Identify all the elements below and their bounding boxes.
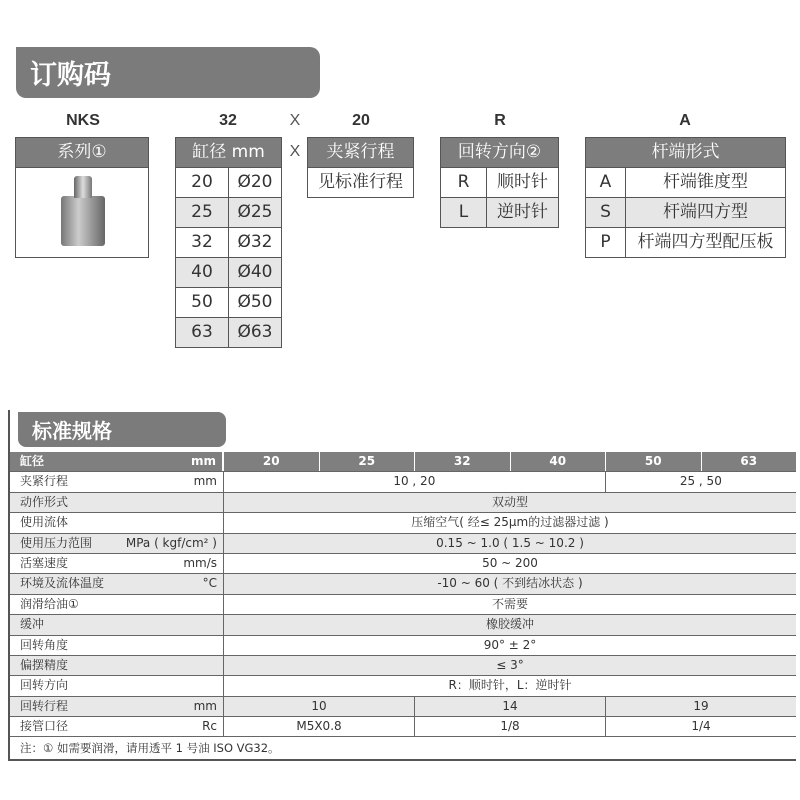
spec-value: 1/8	[414, 717, 605, 736]
bore-column-header: 25	[319, 452, 415, 471]
table-row	[176, 317, 281, 347]
spec-row	[10, 676, 796, 696]
bore-column-header: 20	[262, 454, 280, 468]
spec-row	[10, 513, 796, 533]
spec-label: 使用压力范围	[20, 535, 93, 550]
order-code-title: 订购码	[16, 47, 320, 98]
table-row	[586, 227, 785, 257]
bore-column-header: 40	[510, 452, 606, 471]
rod-end-header: 杆端形式	[586, 138, 785, 167]
bore-column-header: 32	[414, 452, 510, 471]
option-code: S	[600, 202, 611, 222]
table-row	[441, 197, 558, 227]
spec-title: 标准规格	[18, 412, 226, 447]
spec-value: -10 ~ 60 ( 不到结冰状态 )	[437, 576, 583, 591]
spec-unit: MPa ( kgf/cm² )	[125, 535, 217, 550]
option-code: 32	[191, 232, 213, 252]
header-unit: mm	[190, 454, 216, 468]
option-value: 逆时针	[486, 198, 558, 227]
rod-end-table	[585, 137, 786, 258]
spec-value: 19	[605, 697, 796, 716]
option-code: 20	[191, 172, 213, 192]
spec-value: 10 , 20	[393, 474, 436, 489]
option-code: 40	[191, 262, 213, 282]
spec-row	[10, 472, 796, 492]
spec-unit: Rc	[202, 719, 217, 734]
table-row	[586, 197, 785, 227]
spec-value: 橡胶缓冲	[485, 617, 534, 632]
stroke-header: 夹紧行程	[308, 138, 413, 167]
spec-row	[10, 493, 796, 513]
code-rod-end: A	[679, 112, 691, 129]
spec-value: M5X0.8	[296, 719, 342, 734]
stroke-table	[307, 137, 414, 198]
spec-value: 双动型	[491, 494, 528, 509]
spec-row	[10, 615, 796, 635]
spec-row	[10, 554, 796, 574]
spec-row	[10, 595, 796, 615]
spec-value: 10	[311, 698, 327, 713]
option-code: L	[458, 202, 469, 222]
code-bore: 32	[219, 112, 237, 129]
bore-header: 缸径 mm	[176, 138, 281, 167]
option-value: Ø63	[228, 318, 281, 347]
spec-value: 1/4	[605, 717, 796, 736]
spec-value: 压缩空气( 经≤ 25μm的过滤器过滤 )	[411, 515, 609, 530]
spec-value: 0.15 ~ 1.0 ( 1.5 ~ 10.2 )	[436, 535, 584, 550]
spec-note: 注：① 如需要润滑，请用透平 1 号油 ISO VG32。	[10, 737, 796, 761]
option-code: A	[599, 172, 612, 192]
option-value: Ø40	[228, 258, 281, 287]
option-value: 杆端四方型	[625, 198, 785, 227]
option-code: 25	[191, 202, 213, 222]
spec-unit: mm	[193, 698, 217, 713]
spec-unit: °C	[202, 576, 217, 591]
spec-row	[10, 656, 796, 676]
spec-row	[10, 636, 796, 656]
code-series: NKS	[66, 112, 100, 129]
spec-value: 14	[414, 697, 605, 716]
bore-table	[175, 137, 282, 348]
code-stroke: 20	[352, 112, 370, 129]
spec-label: 活塞速度	[20, 555, 69, 570]
spec-left-rule	[8, 410, 10, 452]
code-separator: X	[289, 112, 301, 129]
option-code: R	[457, 172, 470, 192]
spec-value: 50 ~ 200	[482, 555, 538, 570]
spec-value: R：顺时针，L：逆时针	[448, 678, 572, 693]
spec-row	[10, 697, 796, 717]
spec-value: 不需要	[491, 596, 528, 611]
table-row	[176, 257, 281, 287]
spec-label: 夹紧行程	[20, 474, 69, 489]
option-value: Ø20	[228, 168, 281, 197]
option-value: Ø50	[228, 288, 281, 317]
spec-unit: mm/s	[183, 555, 217, 570]
spec-header-row	[10, 452, 796, 472]
spec-value: ≤ 3°	[496, 657, 524, 672]
spec-label: 偏摆精度	[20, 657, 69, 672]
table-row	[586, 167, 785, 197]
spec-label: 回转方向	[20, 678, 69, 693]
spec-label: 接管口径	[20, 719, 69, 734]
series-header: 系列①	[16, 138, 148, 167]
spec-value: 90° ± 2°	[483, 637, 537, 652]
rotation-header: 回转方向②	[441, 138, 558, 167]
code-rotation: R	[494, 112, 506, 129]
table-row	[441, 167, 558, 197]
spec-label: 回转行程	[20, 698, 69, 713]
spec-table	[8, 452, 796, 761]
series-box	[15, 137, 149, 258]
spec-label: 环境及流体温度	[20, 576, 105, 591]
option-code: P	[600, 232, 611, 252]
spec-unit: mm	[193, 474, 217, 489]
spec-value: 25 , 50	[605, 472, 796, 491]
table-row	[176, 167, 281, 197]
option-value: 杆端四方型配压板	[625, 228, 785, 257]
stroke-value: 见标准行程	[318, 172, 403, 192]
table-row	[176, 197, 281, 227]
spec-label: 缓冲	[20, 617, 45, 632]
option-value: 顺时针	[486, 168, 558, 197]
bore-column-header: 50	[605, 452, 701, 471]
rotation-table	[440, 137, 559, 228]
separator-x: X	[289, 143, 301, 160]
bore-column-header: 63	[701, 452, 797, 471]
spec-label: 回转角度	[20, 637, 69, 652]
spec-row	[10, 534, 796, 554]
table-row	[176, 287, 281, 317]
spec-label: 使用流体	[20, 515, 69, 530]
table-row	[176, 227, 281, 257]
option-value: Ø32	[228, 228, 281, 257]
option-value: 杆端锥度型	[625, 168, 785, 197]
spec-row	[10, 717, 796, 737]
spec-label: 润滑给油①	[20, 596, 79, 611]
header-label: 缸径	[20, 454, 45, 468]
option-code: 63	[191, 322, 213, 342]
spec-label: 动作形式	[20, 494, 69, 509]
option-code: 50	[191, 292, 213, 312]
spec-row	[10, 574, 796, 594]
cylinder-image	[16, 167, 148, 255]
option-value: Ø25	[228, 198, 281, 227]
